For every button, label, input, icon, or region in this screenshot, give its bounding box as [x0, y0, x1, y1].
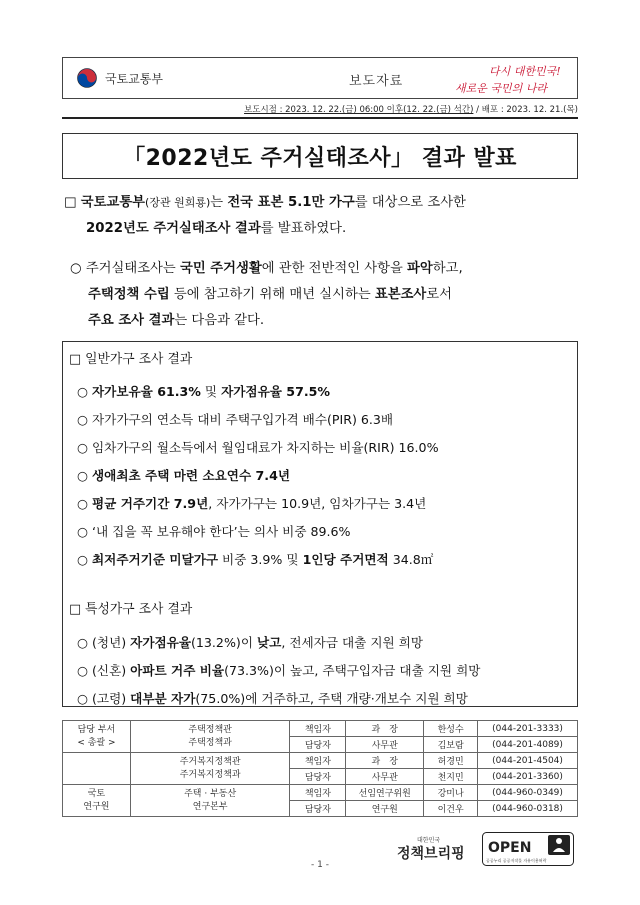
ministry-logo	[77, 68, 163, 88]
role-cell: 책임자	[290, 721, 346, 737]
intro-text: 전국 표본 5.1만 가구	[227, 195, 355, 210]
role-cell: 책임자	[290, 753, 346, 769]
role-cell: 담당자	[290, 769, 346, 785]
title-box	[62, 133, 578, 179]
intro-text: 를 대상으로 조사한	[354, 195, 466, 210]
general-item: ○ 임차가구의 월소득에서 월임대료가 차지하는 비율(RIR) 16.0%	[77, 440, 439, 455]
release-dates	[62, 100, 578, 116]
phone-cell: (044-960-0349)	[478, 785, 578, 801]
slogan-logo	[449, 60, 571, 98]
general-item: ○ 자가가구의 연소득 대비 주택구입가격 배수(PIR) 6.3배	[77, 412, 394, 427]
special-item: ○ (신혼) 아파트 거주 비율(73.3%)이 높고, 주택구입자금 대출 지원 희망	[77, 663, 481, 678]
table-row	[63, 785, 578, 801]
intro-paragraph-2	[64, 256, 580, 334]
intro-text: 파악	[407, 261, 433, 276]
name-cell: 허경민	[424, 753, 478, 769]
slogan-line-2: 새로운 국민의 나라	[455, 82, 548, 95]
title-cell: 연구원	[346, 801, 424, 817]
bullet-square: □	[64, 195, 81, 210]
summary-box	[62, 341, 578, 707]
special-heading: □ 특성가구 조사 결과	[69, 602, 193, 617]
org2-cell: 국토 연구원	[63, 785, 131, 817]
release-time: 보도시점 : 2023. 12. 22.(금) 06:00 이후(12. 22.(금) 석간)	[244, 105, 474, 115]
intro-text: 를 발표하였다.	[260, 221, 347, 236]
role-cell: 담당자	[290, 801, 346, 817]
slogan-line-1: 다시 대한민국!	[489, 65, 561, 78]
intro-text: ○ 주거실태조사는	[70, 261, 180, 276]
general-item: ○ ‘내 집을 꼭 보유해야 한다’는 의사 비중 89.6%	[77, 524, 351, 539]
intro-text: 하고,	[432, 261, 463, 276]
policy-briefing-logo	[395, 834, 475, 862]
brief-small-text: 대한민국	[417, 837, 441, 844]
table-row	[63, 753, 578, 769]
distribution-date: / 배포 : 2023. 12. 21.(목)	[473, 105, 578, 115]
phone-cell: (044-960-0318)	[478, 801, 578, 817]
brief-big-text: 정책브리핑	[397, 846, 465, 862]
intro-text: 2022년도 주거실태조사 결과	[86, 221, 261, 236]
document-type: 보도자료	[349, 74, 404, 89]
intro-text: 국토교통부	[80, 195, 146, 210]
intro-text: 는	[210, 195, 228, 210]
intro-text: 로서	[426, 287, 452, 302]
name-cell: 김보람	[424, 737, 478, 753]
contacts-table	[62, 720, 578, 817]
table-row	[63, 721, 578, 737]
header-rule	[62, 117, 578, 119]
role-cell: 책임자	[290, 785, 346, 801]
intro-text: 는 다음과 같다.	[174, 313, 265, 328]
page-title: 「2022년도 주거실태조사」 결과 발표	[123, 145, 517, 171]
general-item: ○ 자가보유율 61.3% 및 자가점유율 57.5%	[77, 384, 330, 399]
page-number: - 1 -	[311, 860, 329, 870]
office-cell: 주택 · 부동산 연구본부	[130, 785, 290, 817]
title-cell: 과 장	[346, 753, 424, 769]
intro-text: 주택정책 수립	[88, 287, 170, 302]
taeguk-emblem-icon	[77, 68, 97, 88]
intro-text: (장관 원희룡)	[145, 196, 211, 209]
special-item: ○ (고령) 대부분 자가(75.0%)에 거주하고, 주택 개량·개보수 지원 희망	[77, 691, 468, 706]
intro-text: 등에 참고하기 위해 매년 실시하는	[169, 287, 375, 302]
dept-label-cell: 담당 부서 < 총괄 >	[63, 721, 131, 753]
header-box	[62, 57, 578, 99]
open-text: OPEN	[488, 840, 532, 856]
general-heading: □ 일반가구 조사 결과	[69, 352, 193, 367]
role-cell: 담당자	[290, 737, 346, 753]
title-cell: 과 장	[346, 721, 424, 737]
intro-text: 표본조사	[374, 287, 427, 302]
general-item: ○ 최저주거기준 미달가구 비중 3.9% 및 1인당 주거면적 34.8㎡	[77, 552, 434, 567]
office-cell: 주택정책관 주택정책과	[130, 721, 290, 753]
empty-dept-cell	[63, 753, 131, 785]
org-name: 국토교통부	[105, 71, 163, 86]
open-sub-text: 공공누리 공공저작물 자유이용허락	[486, 858, 547, 863]
name-cell: 이건우	[424, 801, 478, 817]
name-cell: 천지민	[424, 769, 478, 785]
general-item: ○ 생애최초 주택 마련 소요연수 7.4년	[77, 468, 290, 483]
intro-text: 국민 주거생활	[179, 261, 262, 276]
phone-cell: (044-201-4089)	[478, 737, 578, 753]
title-cell: 사무관	[346, 737, 424, 753]
special-item: ○ (청년) 자가점유율(13.2%)이 낮고, 전세자금 대출 지원 희망	[77, 635, 424, 650]
title-cell: 사무관	[346, 769, 424, 785]
intro-paragraph-1	[64, 190, 580, 242]
phone-cell: (044-201-4504)	[478, 753, 578, 769]
phone-cell: (044-201-3333)	[478, 721, 578, 737]
phone-cell: (044-201-3360)	[478, 769, 578, 785]
name-cell: 강미나	[424, 785, 478, 801]
general-item: ○ 평균 거주기간 7.9년, 자가가구는 10.9년, 임차가구는 3.4년	[77, 496, 427, 511]
name-cell: 한성수	[424, 721, 478, 737]
title-cell: 선임연구위원	[346, 785, 424, 801]
office-cell: 주거복지정책관 주거복지정책과	[130, 753, 290, 785]
intro-text: 에 관한 전반적인 사항을	[261, 261, 408, 276]
intro-text: 주요 조사 결과	[88, 313, 175, 328]
